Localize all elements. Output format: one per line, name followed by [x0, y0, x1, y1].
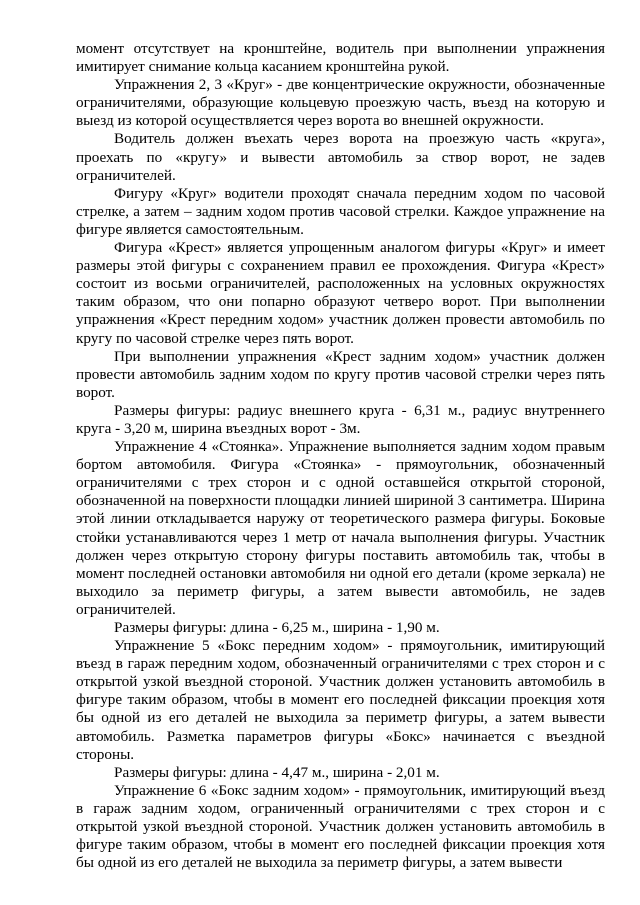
paragraph-ring-removal: момент отсутствует на кронштейне, водитель при выполнении упражнения имитирует снимание кольца касанием кронштейна рукой. [76, 40, 605, 76]
paragraph-cross-figure: Фигура «Крест» является упрощенным аналогом фигуры «Круг» и имеет размеры этой фигуры с сохранением правил ее прохождения. Фигура «Крест» состоит из восьми ограничителей, расположенных на условных окружностях таким образом, что они попарно образуют четверо ворот. При выполнении упражнения «Крест передним ходом» участник должен провести автомобиль по кругу по часовой стрелке через пять ворот. [76, 239, 605, 347]
paragraph-exercise-box-reverse: Упражнение 6 «Бокс задним ходом» - прямоугольник, имитирующий въезд в гараж задним ходом, ограниченный ограничителями с трех сторон и с открытой узкой въездной стороной. Участник должен установить автомобиль в фигуре таким образом, чтобы в момент его последней фиксации проекция хотя бы одной из его деталей не выходила за периметр фигуры, а затем вывести [76, 781, 605, 872]
paragraph-exercise-box-forward: Упражнение 5 «Бокс передним ходом» - прямоугольник, имитирующий въезд в гараж передним ходом, обозначенный ограничителями с трех сторон и с открытой узкой въездной стороной. Участник должен установить автомобиль в фигуре таким образом, чтобы в момент его последней фиксации проекция хотя бы одной из его деталей не выходила за периметр фигуры, а затем вывести автомобиль. Разметка параметров фигуры «Бокс» начинается с въездной стороны. [76, 637, 605, 763]
paragraph-exercise-circle: Упражнения 2, 3 «Круг» - две концентрические окружности, обозначенные ограничителями, образующие кольцевую проезжую часть, въезд на которую и выезд из которой осуществляется через ворота во внешней окружности. [76, 76, 605, 130]
document-page [76, 40, 605, 872]
paragraph-parking-dimensions: Размеры фигуры: длина - 6,25 м., ширина - 1,90 м. [114, 619, 440, 636]
paragraph-circle-dimensions: Размеры фигуры: радиус внешнего круга - 6,31 м., радиус внутреннего круга - 3,20 м, ширина въездных ворот - 3м. [76, 401, 605, 437]
paragraph-cross-reverse: При выполнении упражнения «Крест задним ходом» участник должен провести автомобиль задним ходом по кругу против часовой стрелки через пять ворот. [76, 347, 605, 401]
paragraph-circle-order: Фигуру «Круг» водители проходят сначала передним ходом по часовой стрелке, а затем – задним ходом против часовой стрелки. Каждое упражнение на фигуре является самостоятельным. [76, 184, 605, 238]
paragraph-box-dimensions: Размеры фигуры: длина - 4,47 м., ширина - 2,01 м. [114, 763, 440, 781]
paragraph-circle-entry: Водитель должен въехать через ворота на проезжую часть «круга», проехать по «кругу» и вывести автомобиль за створ ворот, не задев ограничителей. [76, 130, 605, 184]
paragraph-exercise-parking: Упражнение 4 «Стоянка». Упражнение выполняется задним ходом правым бортом автомобиля. Фигура «Стоянка» - прямоугольник, обозначенный ограничителями с трех сторон и с одной оставшейся открытой стороной, обозначенной на поверхности площадки линией шириной 3 сантиметра. Ширина этой линии откладывается наружу от теоретического размера фигуры. Боковые стойки устанавливаются через 1 метр от начала выполнения фигуры. Участник должен через открытую сторону фигуры поставить автомобиль так, чтобы в момент последней остановки автомобиля ни одной его детали (кроме зеркала) не выходило за периметр фигуры, а затем вывести автомобиль, не задев ограничителей. [76, 438, 605, 618]
